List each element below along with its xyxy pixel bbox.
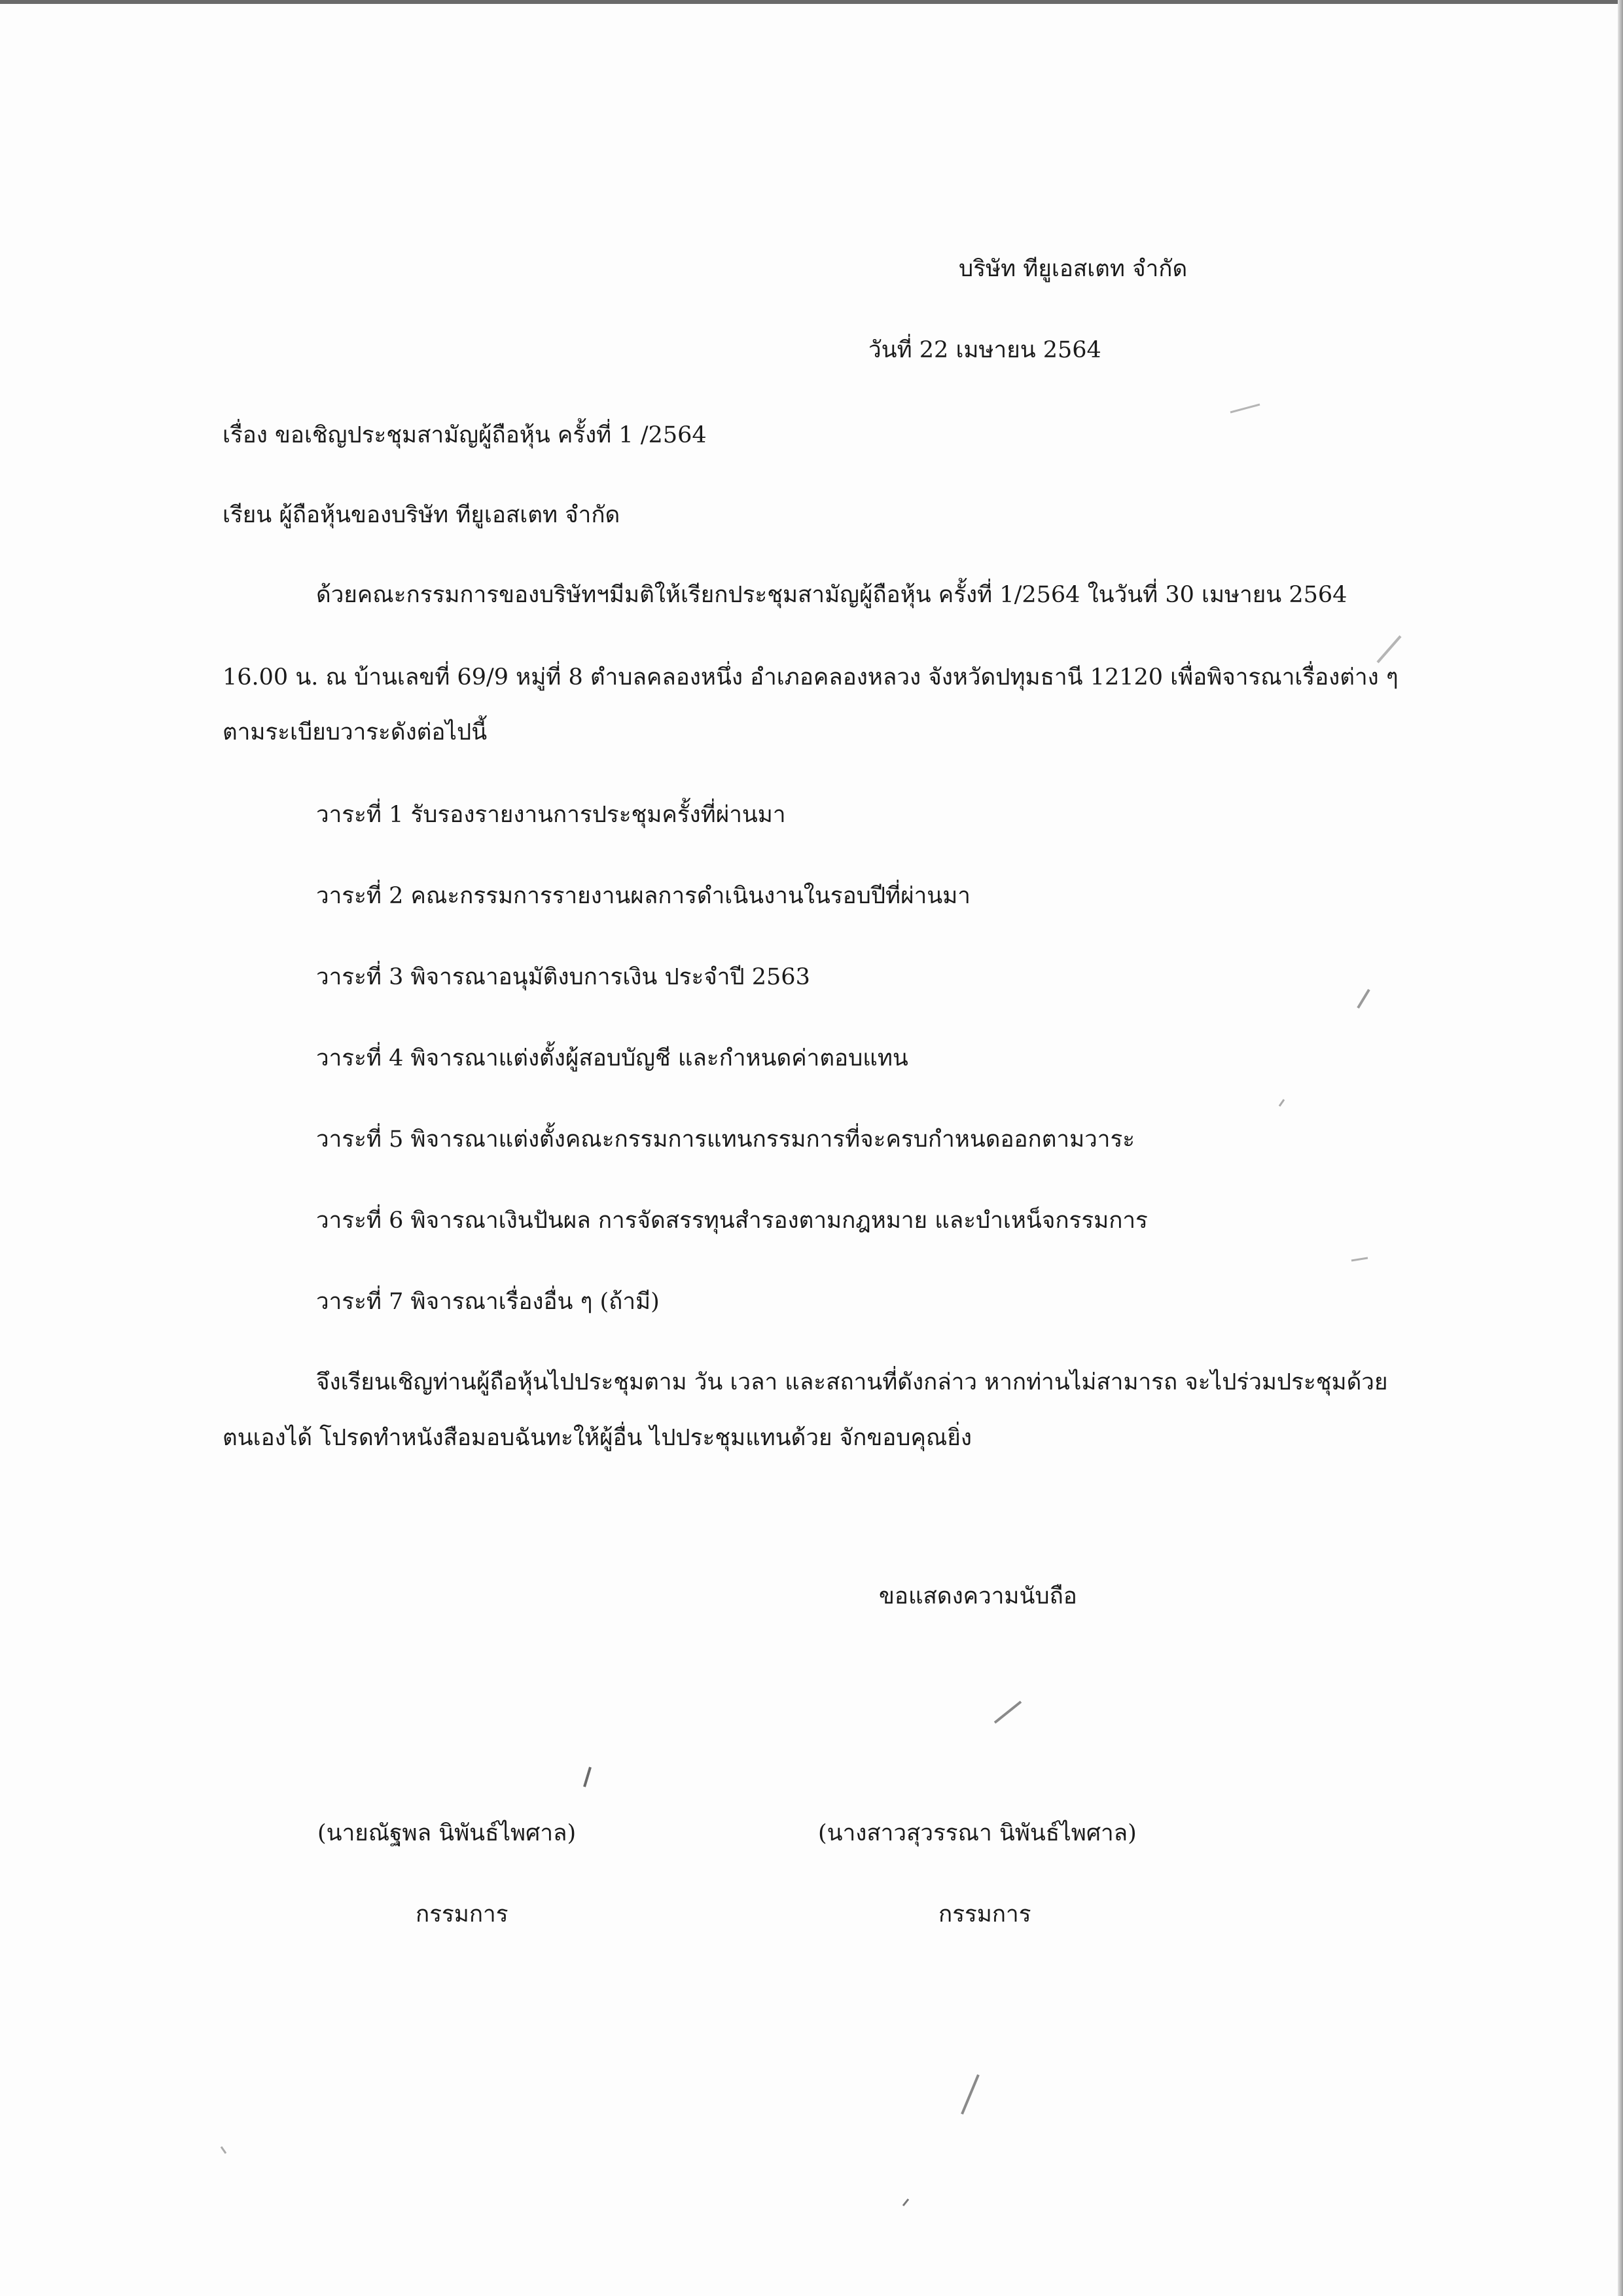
body-paragraph-1-line-1: ด้วยคณะกรรมการของบริษัทฯมีมติให้เรียกประชุมสามัญผู้ถือหุ้น ครั้งที่ 1/2564 ในวันที่ 30 เมษายน 2564 bbox=[316, 582, 1347, 608]
speck-2 bbox=[1378, 636, 1400, 662]
speck-5 bbox=[1351, 1258, 1368, 1261]
body-paragraph-1-line-2: 16.00 น. ณ บ้านเลขที่ 69/9 หมู่ที่ 8 ตำบลคลองหนึ่ง อำเภอคลองหลวง จังหวัดปทุมธานี 12120 เพื่อพิจารณาเรื่องต่าง ๆ bbox=[223, 664, 1399, 691]
speck-6 bbox=[995, 1702, 1021, 1723]
agenda-item-4: วาระที่ 4 พิจารณาแต่งตั้งผู้สอบบัญชี และกำหนดค่าตอบแทน bbox=[316, 1045, 908, 1071]
letter-salutation: เรียน ผู้ถือหุ้นของบริษัท ทียูเอสเตท จำกัด bbox=[223, 502, 620, 528]
company-name: บริษัท ทียูเอสเตท จำกัด bbox=[959, 256, 1188, 282]
letter-subject: เรื่อง ขอเชิญประชุมสามัญผู้ถือหุ้น ครั้งที่ 1 /2564 bbox=[223, 422, 707, 448]
speck-9 bbox=[903, 2199, 908, 2206]
speck-7 bbox=[584, 1767, 590, 1787]
signatory-1-name: (นายณัฐพล นิพันธ์ไพศาล) bbox=[317, 1820, 577, 1846]
speck-3 bbox=[1358, 990, 1369, 1008]
speck-8 bbox=[962, 2075, 978, 2114]
speck-10 bbox=[221, 2147, 226, 2153]
speck-1 bbox=[1230, 404, 1260, 412]
body-paragraph-1-line-3: ตามระเบียบวาระดังต่อไปนี้ bbox=[223, 719, 488, 745]
body-paragraph-2-line-1: จึงเรียนเชิญท่านผู้ถือหุ้นไปประชุมตาม วัน เวลา และสถานที่ดังกล่าว หากท่านไม่สามารถ จะไปร่วมประชุมด้วย bbox=[316, 1369, 1388, 1395]
signatory-2-title: กรรมการ bbox=[938, 1901, 1031, 1928]
speck-4 bbox=[1279, 1100, 1284, 1106]
body-paragraph-2-line-2: ตนเองได้ โปรดทำหนังสือมอบฉันทะให้ผู้อื่น ไปประชุมแทนด้วย จักขอบคุณยิ่ง bbox=[223, 1425, 972, 1451]
agenda-item-5: วาระที่ 5 พิจารณาแต่งตั้งคณะกรรมการแทนกรรมการที่จะครบกำหนดออกตามวาระ bbox=[316, 1126, 1135, 1153]
signatory-1-title: กรรมการ bbox=[416, 1901, 508, 1928]
closing-phrase: ขอแสดงความนับถือ bbox=[879, 1583, 1077, 1609]
agenda-item-1: วาระที่ 1 รับรองรายงานการประชุมครั้งที่ผ่านมา bbox=[316, 802, 786, 828]
signatory-2-name: (นางสาวสุวรรณา นิพันธ์ไพศาล) bbox=[818, 1820, 1137, 1846]
agenda-item-6: วาระที่ 6 พิจารณาเงินปันผล การจัดสรรทุนสำรองตามกฎหมาย และบำเหน็จกรรมการ bbox=[316, 1208, 1148, 1234]
agenda-item-7: วาระที่ 7 พิจารณาเรื่องอื่น ๆ (ถ้ามี) bbox=[316, 1289, 660, 1315]
letter-date: วันที่ 22 เมษายน 2564 bbox=[868, 337, 1101, 363]
agenda-item-3: วาระที่ 3 พิจารณาอนุมัติงบการเงิน ประจำปี 2563 bbox=[316, 964, 810, 990]
agenda-item-2: วาระที่ 2 คณะกรรมการรายงานผลการดำเนินงานในรอบปีที่ผ่านมา bbox=[316, 883, 971, 909]
